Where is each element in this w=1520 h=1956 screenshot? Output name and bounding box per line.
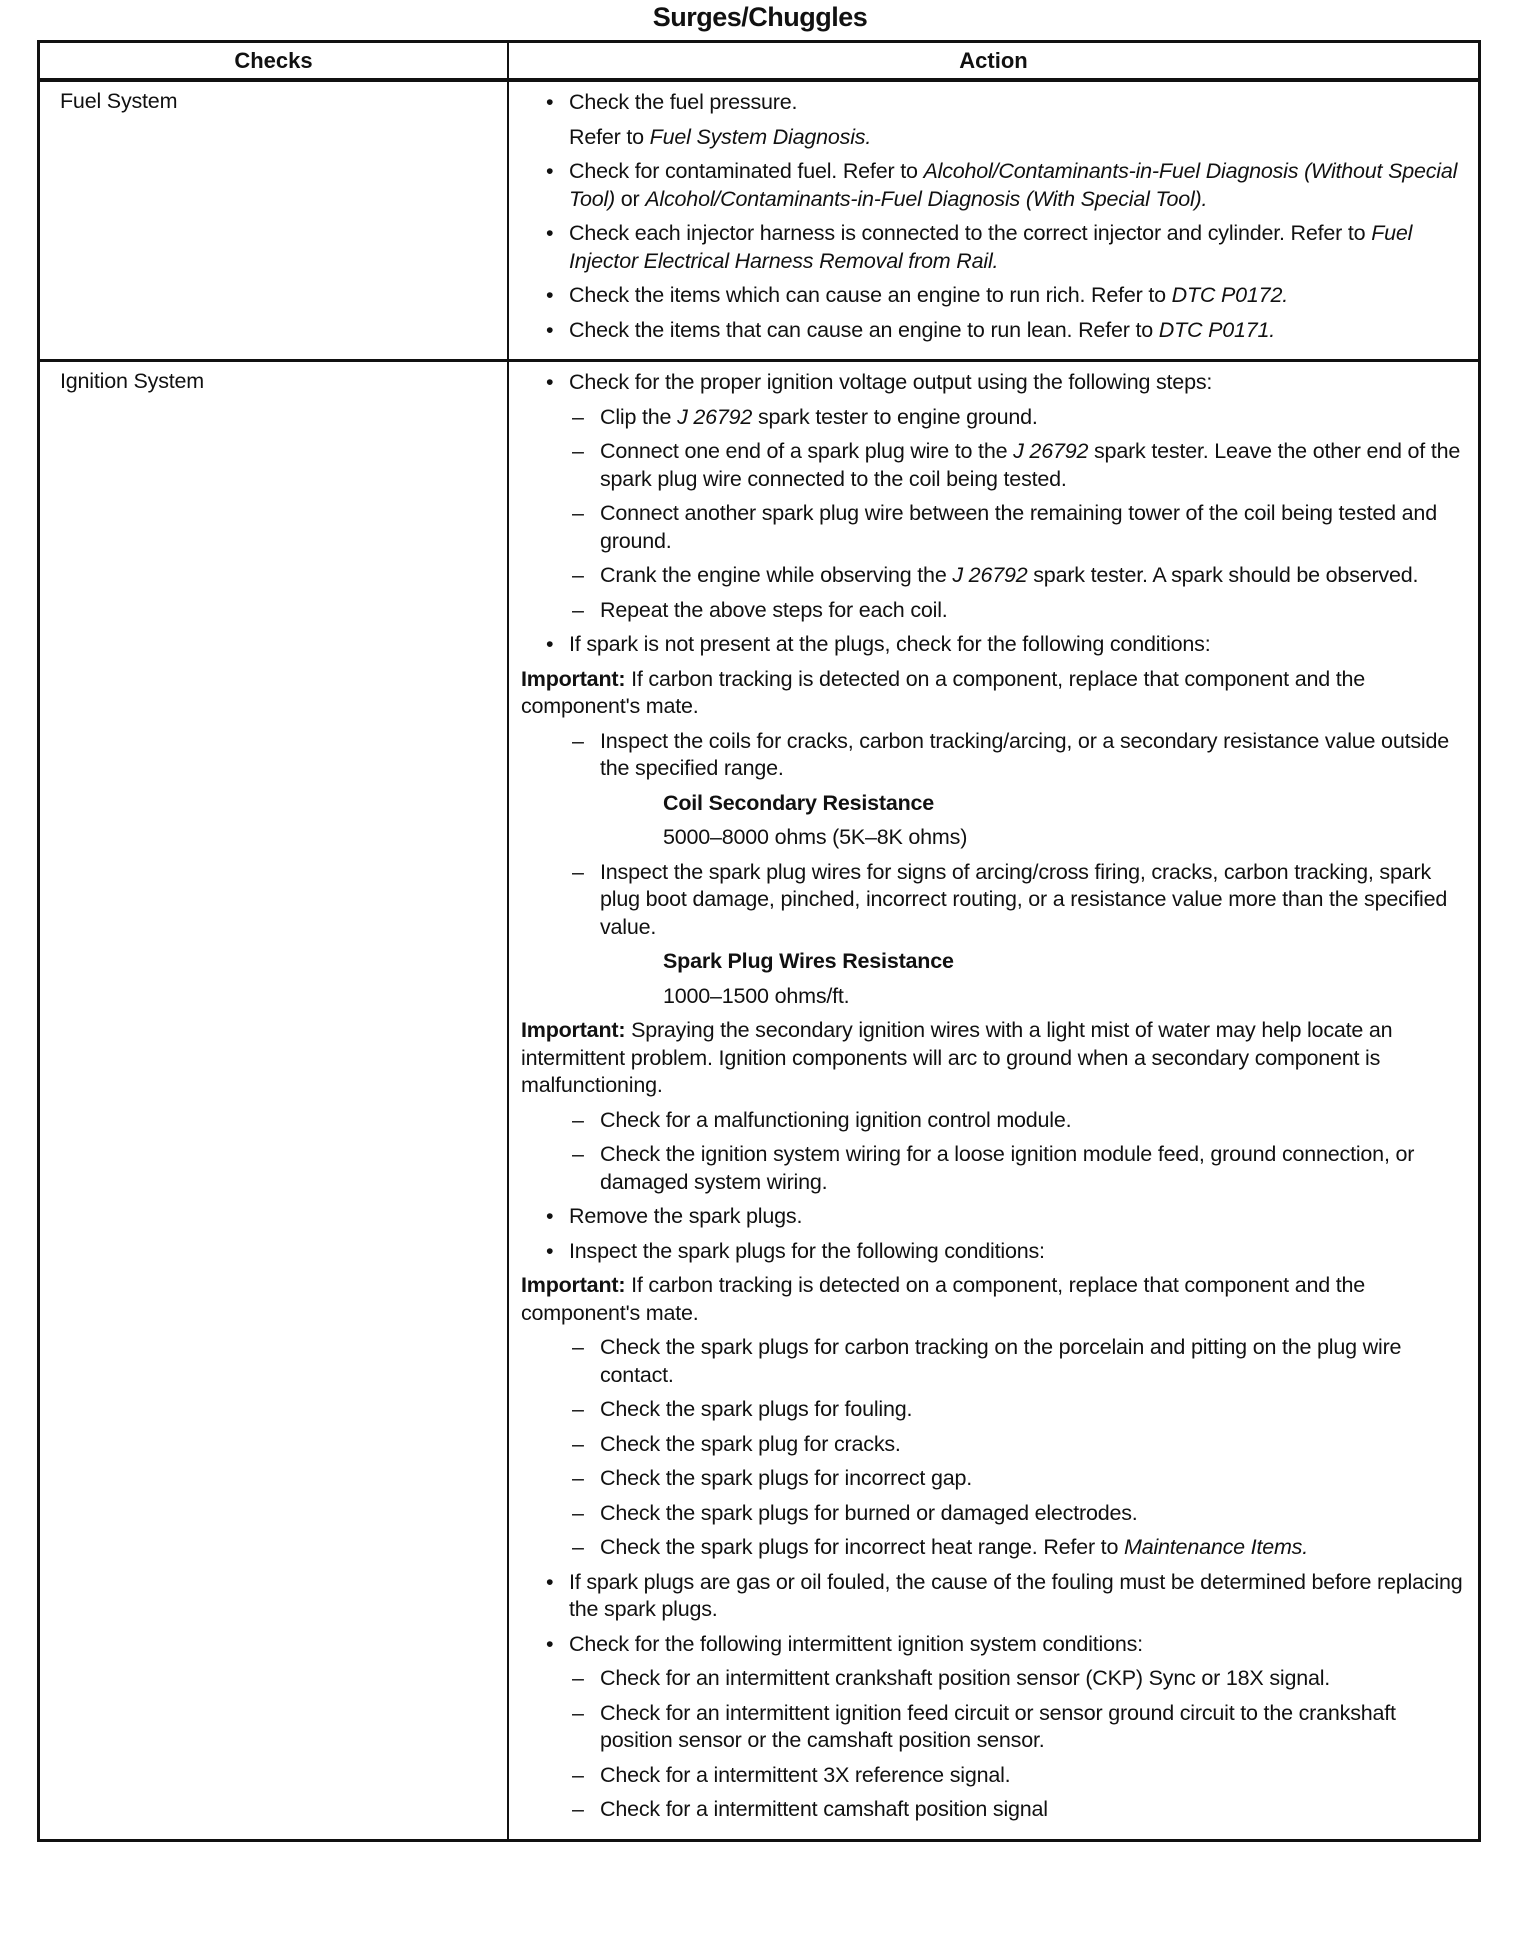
action-cell [508,80,1480,361]
item-text: Check for an intermittent ignition feed circuit or sensor ground circuit to the crankshaft position sensor or the camshaft position sensor. [600,1700,1396,1752]
item-text: Check the ignition system wiring for a loose ignition module feed, ground connection, or damaged system wiring. [600,1142,1415,1194]
dash-icon: – [572,404,584,429]
bullet-icon: • [546,1631,554,1656]
dash-icon: – [572,439,584,463]
important-label: Important: [521,1273,626,1297]
item-text: Inspect the coils for cracks, carbon tracking/arcing, or a secondary resistance value outside the specified range. [600,728,1449,780]
item-text: Check for the following intermittent ignition system conditions: [569,1631,1143,1656]
bullet-icon: • [546,317,554,342]
item-text: Repeat the above steps for each coil. [600,597,948,622]
dash-item [509,1762,1468,1790]
dash-icon: – [572,1335,584,1359]
item-text: Check for a intermittent 3X reference signal. [600,1762,1011,1787]
item-text: 1000–1500 ohms/ft. [663,983,850,1008]
bullet-icon: • [546,1238,554,1263]
dash-item [509,500,1468,555]
dash-item [509,1334,1468,1389]
dash-icon: – [572,501,584,525]
dash-item [509,1141,1468,1196]
bullet-item [509,317,1468,345]
reference-text: Alcohol/Contaminants-in-Fuel Diagnosis (With Special Tool). [645,186,1208,211]
dash-item [509,1465,1468,1493]
dash-icon: – [572,859,584,884]
dash-icon: – [572,1700,584,1725]
reference-text: Fuel System Diagnosis. [649,124,872,149]
dash-item [509,1431,1468,1459]
header-action: Action [508,42,1480,81]
reference-text: Fuel Injector Electrical Harness Removal from Rail. [569,221,1413,273]
item-text: Crank the engine while observing the [600,563,953,587]
item-text: If spark plugs are gas or oil fouled, the cause of the fouling must be determined before replacing the spark plugs. [569,1569,1463,1621]
item-text: Check the fuel pressure. [569,90,798,114]
dash-item [509,859,1468,942]
spec-item [509,983,1468,1011]
reference-text: DTC P0171. [1158,317,1276,342]
dash-item [509,1665,1468,1693]
reference-text: J 26792 [952,563,1028,587]
dash-item [509,1796,1468,1824]
item-text: Check for a malfunctioning ignition control module. [600,1107,1072,1132]
item-text: Spark Plug Wires Resistance [663,949,954,973]
dash-icon: – [572,1500,584,1525]
bullet-item [509,158,1468,213]
item-text: Check for an intermittent crankshaft position sensor (CKP) Sync or 18X signal. [600,1666,1331,1690]
table-header-row [39,42,1480,81]
item-text: If spark is not present at the plugs, check for the following conditions: [569,632,1211,656]
dash-icon: – [572,1397,584,1421]
dash-icon: – [572,728,584,753]
imp-item [509,1272,1468,1327]
item-text: Check the items that can cause an engine to run lean. Refer to [569,317,1159,342]
dash-item [509,438,1468,493]
item-text: spark tester. A spark should be observed. [1027,563,1419,587]
item-text: Inspect the spark plug wires for signs of arcing/cross firing, cracks, carbon tracking, spark plug boot damage, pinched, incorrect routing, or a resistance value more than the specified value. [600,859,1448,939]
dash-item [509,1700,1468,1755]
table-row [39,361,1480,1841]
item-text: Check the items which can cause an engine to run rich. Refer to [569,283,1172,307]
dash-icon: – [572,1797,584,1821]
dash-item [509,728,1468,783]
dash-icon: – [572,1666,584,1690]
item-text: Connect one end of a spark plug wire to the [600,439,1014,463]
item-text: spark tester to engine ground. [752,404,1038,429]
reference-text: Maintenance Items. [1123,1535,1309,1559]
item-text: If carbon tracking is detected on a component, replace that component and the component's mate. [521,1273,1366,1325]
bullet-item [509,631,1468,659]
item-text: Remove the spark plugs. [569,1204,803,1228]
item-text: Check for contaminated fuel. Refer to [569,159,924,183]
item-text: Coil Secondary Resistance [663,790,935,815]
header-checks: Checks [39,42,509,81]
dash-icon: – [572,1431,584,1456]
dash-icon: – [572,1142,584,1166]
table-row [39,80,1480,361]
item-text: Inspect the spark plugs for the following conditions: [569,1238,1045,1263]
item-text: Refer to [569,124,650,149]
dash-item [509,562,1468,590]
item-text: Check for a intermittent camshaft position signal [600,1797,1048,1821]
dash-icon: – [572,563,584,587]
bullet-icon: • [546,632,554,656]
bullet-item [509,1203,1468,1231]
bullet-item [509,1238,1468,1266]
bullet-item [509,220,1468,275]
bullet-icon: • [546,159,554,183]
ref-item [509,124,1468,152]
spec-item [509,824,1468,852]
item-text: Clip the [600,404,678,429]
item-text: Connect another spark plug wire between the remaining tower of the coil being tested and ground. [600,501,1437,553]
reference-text: DTC P0172. [1171,283,1288,307]
bullet-icon: • [546,1569,554,1594]
dash-item [509,597,1468,625]
item-text: Check each injector harness is connected to the correct injector and cylinder. Refer to [569,221,1372,245]
item-text: Check the spark plugs for incorrect gap. [600,1466,973,1490]
bullet-icon: • [546,283,554,307]
bullet-item [509,89,1468,117]
item-text: Check the spark plugs for burned or damaged electrodes. [600,1500,1138,1525]
item-text: 5000–8000 ohms (5K–8K ohms) [663,825,968,849]
bullet-item [509,1569,1468,1624]
dash-icon: – [572,1762,584,1787]
item-text: Check the spark plug for cracks. [600,1431,901,1456]
item-text: or [615,186,646,211]
action-cell [508,361,1480,1841]
dash-icon: – [572,1535,584,1559]
item-text: Check the spark plugs for incorrect heat range. Refer to [600,1535,1124,1559]
item-text: Check the spark plugs for fouling. [600,1397,913,1421]
dash-item [509,404,1468,432]
bullet-icon: • [546,221,554,245]
dash-item [509,1500,1468,1528]
dash-icon: – [572,1466,584,1490]
bullet-item [509,369,1468,397]
bullet-icon: • [546,370,554,394]
spec-title-item [509,948,1468,976]
reference-text: J 26792 [677,404,753,429]
check-cell: Ignition System [39,361,509,1841]
check-cell: Fuel System [39,80,509,361]
item-text: spark tester. Leave the other end of the spark plug wire connected to the coil being tested. [600,439,1461,491]
page-title: Surges/Chuggles [652,2,868,32]
imp-item [509,666,1468,721]
reference-text: Alcohol/Contaminants-in-Fuel Diagnosis (Without Special Tool) [569,159,1458,211]
item-text: Check the spark plugs for carbon tracking on the porcelain and pitting on the plug wire contact. [600,1335,1402,1387]
imp-item [509,1017,1468,1100]
bullet-icon: • [546,90,554,114]
dash-icon: – [572,597,584,622]
item-text: Spraying the secondary ignition wires with a light mist of water may help locate an intermittent problem. Ignition components will arc to ground when a secondary component is malfunctioning. [521,1018,1393,1097]
bullet-item [509,282,1468,310]
dash-item [509,1534,1468,1562]
item-text: Check for the proper ignition voltage output using the following steps: [569,370,1213,394]
bullet-item [509,1631,1468,1659]
dash-item [509,1396,1468,1424]
important-label: Important: [521,1018,626,1042]
spec-title-item [509,790,1468,818]
important-label: Important: [521,666,626,691]
item-text: If carbon tracking is detected on a component, replace that component and the component's mate. [521,666,1366,718]
reference-text: J 26792 [1013,439,1089,463]
diagnosis-table [37,40,1481,1842]
bullet-icon: • [546,1204,554,1228]
dash-icon: – [572,1107,584,1132]
dash-item [509,1107,1468,1135]
